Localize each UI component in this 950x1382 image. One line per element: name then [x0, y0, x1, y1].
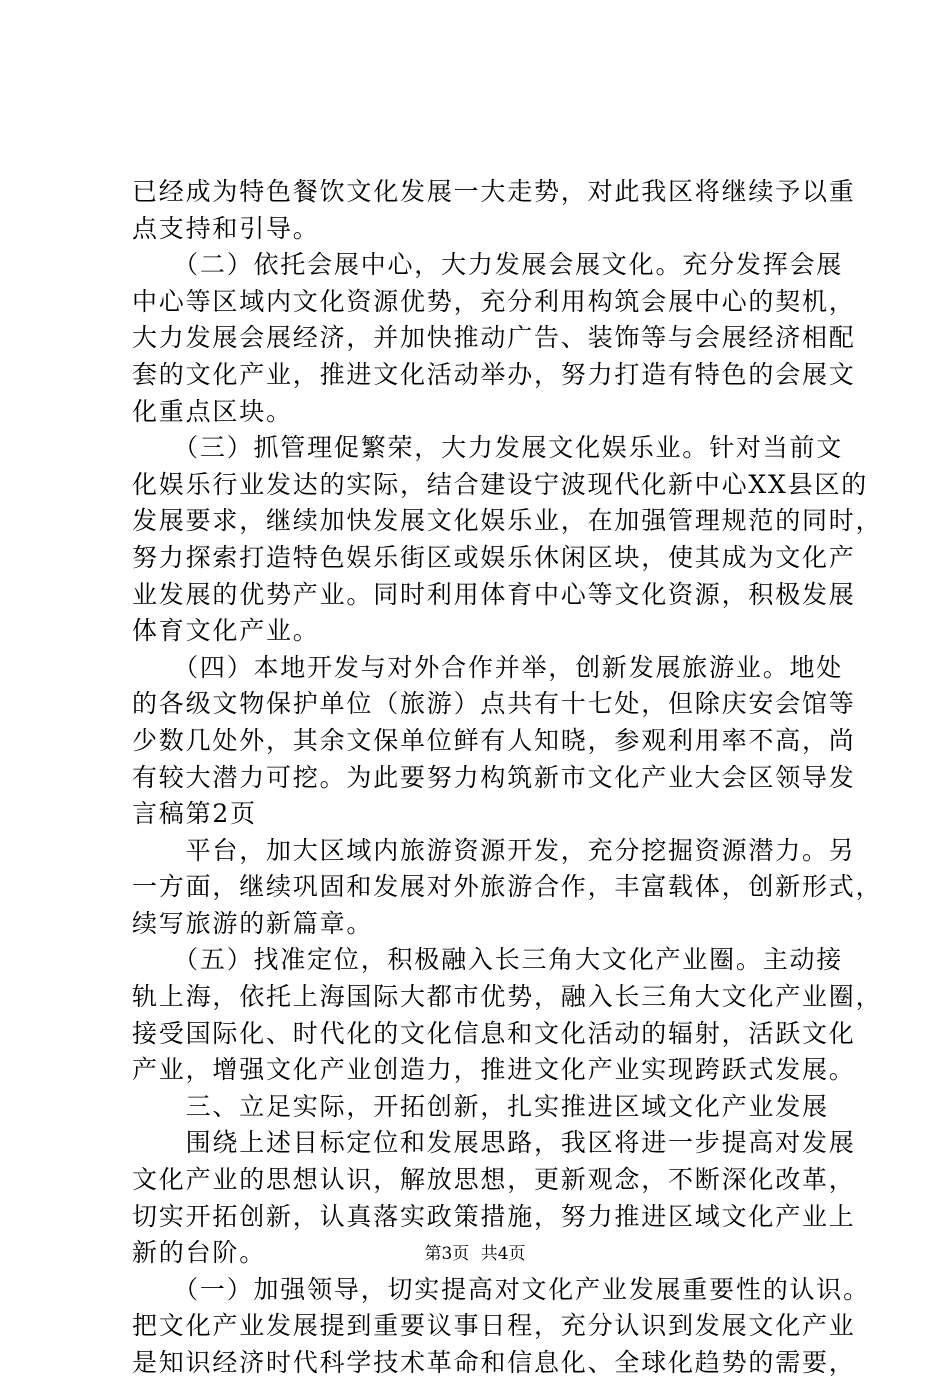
text-line: 中心等区域内文化资源优势，充分利用构筑会展中心的契机， — [132, 286, 856, 316]
text-line: 是知识经济时代科学技术革命和信息化、全球化趋势的需要， — [132, 1348, 856, 1377]
text-line: 点支持和引导。 — [132, 213, 320, 243]
text-line: 接受国际化、时代化的文化信息和文化活动的辐射，活跃文化 — [132, 1018, 856, 1048]
text-line: 化重点区块。 — [132, 396, 293, 426]
text-line: 体育文化产业。 — [132, 616, 320, 646]
text-line: 一方面，继续巩固和发展对外旅游合作，丰富载体，创新形式， — [132, 872, 883, 902]
text-line: 的各级文物保护单位（旅游）点共有十七处，但除庆安会馆等 — [132, 689, 856, 719]
text-line: 言稿第2页 — [132, 799, 257, 829]
page-footer — [0, 1244, 950, 1264]
text-line: 产业，增强文化产业创造力，推进文化产业实现跨跃式发展。 — [132, 1055, 856, 1085]
text-line: 围绕上述目标定位和发展思路，我区将进一步提高对发展 — [132, 1128, 856, 1158]
text-line: 努力探索打造特色娱乐街区或娱乐休闲区块，使其成为文化产 — [132, 542, 856, 572]
text-line: 把文化产业发展提到重要议事日程，充分认识到发展文化产业 — [132, 1311, 856, 1341]
text-line: 三、立足实际，开拓创新，扎实推进区域文化产业发展 — [132, 1091, 829, 1121]
text-line: 有较大潜力可挖。为此要努力构筑新市文化产业大会区领导发 — [132, 762, 856, 792]
text-line: （五）找准定位，积极融入长三角大文化产业圈。主动接 — [132, 945, 844, 975]
text-line: （四）本地开发与对外合作并举，创新发展旅游业。地处 — [132, 652, 844, 682]
document-body — [132, 174, 883, 1382]
text-line: 续写旅游的新篇章。 — [132, 908, 374, 938]
text-line: 平台，加大区域内旅游资源开发，充分挖掘资源潜力。另 — [132, 835, 856, 865]
text-line: 文化产业的思想认识，解放思想，更新观念，不断深化改革， — [132, 1165, 856, 1195]
text-line: 新的台阶。 — [132, 1238, 267, 1268]
text-line: 套的文化产业，推进文化活动举办，努力打造有特色的会展文 — [132, 359, 856, 389]
text-line: 业发展的优势产业。同时利用体育中心等文化资源，积极发展 — [132, 579, 856, 609]
text-line: 轨上海，依托上海国际大都市优势，融入长三角大文化产业圈， — [132, 982, 883, 1012]
page-number-current: 第3页 — [424, 1244, 470, 1264]
page-number-total: 共4页 — [480, 1244, 526, 1264]
text-line: 化娱乐行业发达的实际，结合建设宁波现代化新中心XX县区的 — [132, 469, 868, 499]
text-line: 发展要求，继续加快发展文化娱乐业，在加强管理规范的同时， — [132, 506, 883, 536]
text-line: （二）依托会展中心，大力发展会展文化。充分发挥会展 — [132, 250, 844, 280]
text-line: 大力发展会展经济，并加快推动广告、装饰等与会展经济相配 — [132, 323, 856, 353]
text-line: （一）加强领导，切实提高对文化产业发展重要性的认识。 — [132, 1274, 870, 1304]
text-line: 已经成为特色餐饮文化发展一大走势，对此我区将继续予以重 — [132, 177, 856, 206]
text-line: （三）抓管理促繁荣，大力发展文化娱乐业。针对当前文 — [132, 433, 844, 463]
text-line: 少数几处外，其余文保单位鲜有人知晓，参观利用率不高，尚 — [132, 725, 856, 755]
text-line: 切实开拓创新，认真落实政策措施，努力推进区域文化产业上 — [132, 1201, 856, 1231]
